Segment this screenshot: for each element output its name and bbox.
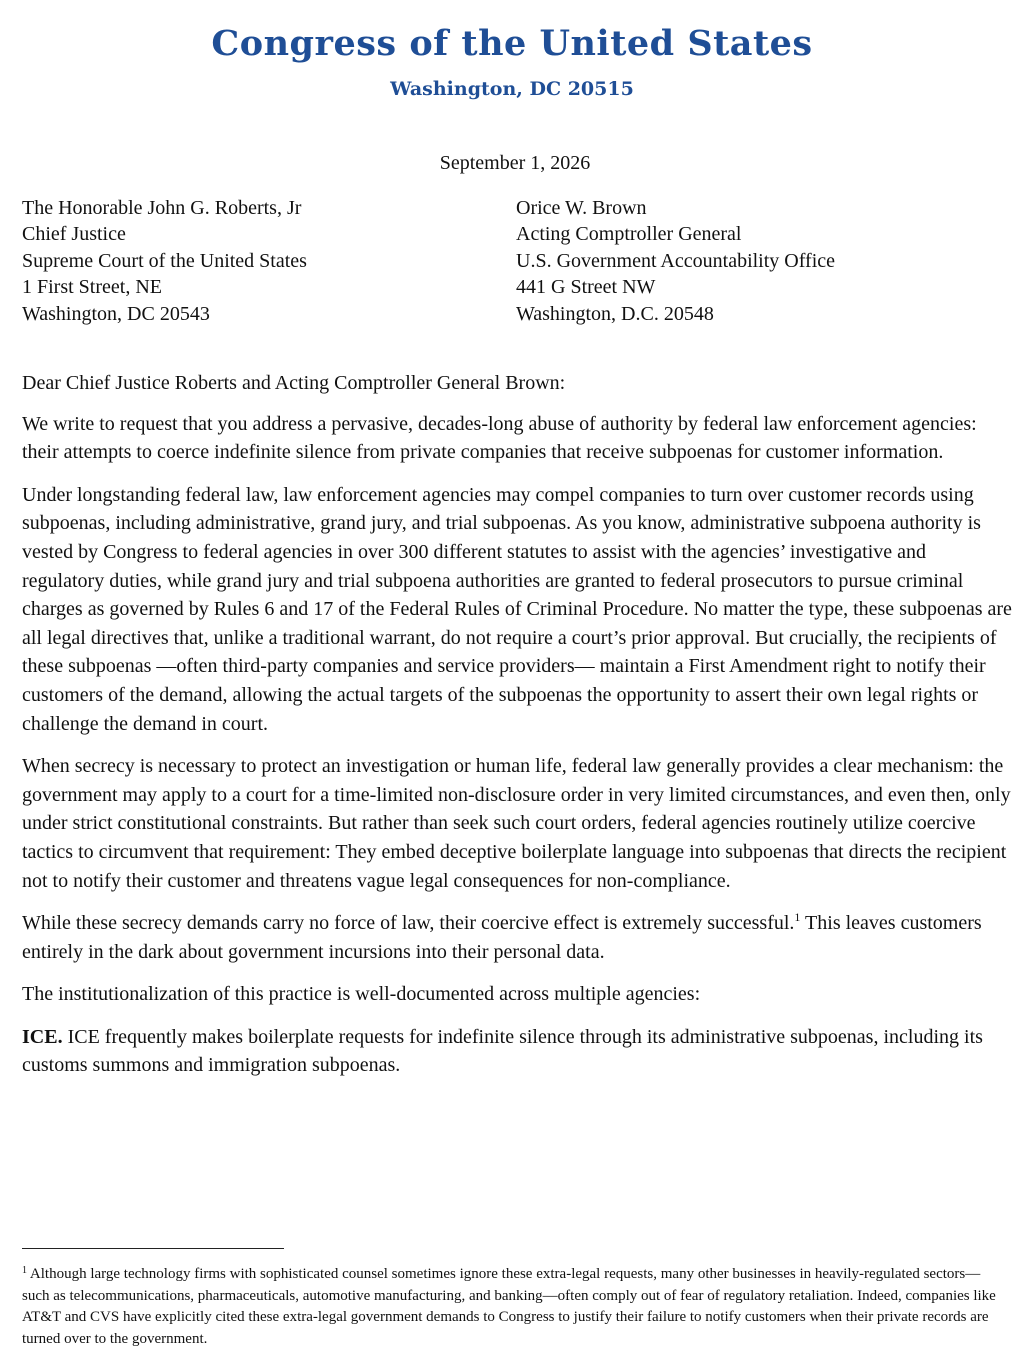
paragraph: When secrecy is necessary to protect an investigation or human life, federal law generally provides a clear mechanism: the government may apply to a court for a time-limited non-disclosure order in very limited circumstances, and even then, only under strict constitutional constraints. But rather than seek such court orders, federal agencies routinely utilize coercive tactics to circumvent that requirement: They embed deceptive boilerplate language into subpoenas that directs the recipient not to notify their customer and threatens vague legal consequences for non-compliance. bbox=[22, 755, 1011, 892]
address-line: U.S. Government Accountability Office bbox=[516, 249, 836, 272]
footnote-mark: 1 bbox=[22, 1265, 27, 1276]
paragraph bbox=[22, 909, 1012, 966]
recipient-address-left bbox=[22, 195, 307, 327]
footnote-divider bbox=[22, 1248, 284, 1249]
letterhead-subtitle: Washington, DC 20515 bbox=[390, 78, 634, 100]
address-line: Washington, D.C. 20548 bbox=[516, 302, 714, 325]
address-line: The Honorable John G. Roberts, Jr bbox=[22, 197, 302, 219]
footnote bbox=[22, 1260, 1004, 1350]
paragraph-text: While these secrecy demands carry no force of law, their coercive effect is extremely successful. bbox=[22, 912, 795, 935]
letterhead-title: Congress of the United States bbox=[211, 23, 813, 64]
address-line: Chief Justice bbox=[22, 223, 126, 246]
address-line: Orice W. Brown bbox=[516, 197, 647, 219]
address-line: Supreme Court of the United States bbox=[22, 249, 307, 272]
paragraph: We write to request that you address a pervasive, decades-long abuse of authority by federal law enforcement agencies: their attempts to coerce indefinite silence from private companies that receive subpoenas for customer information. bbox=[22, 412, 977, 464]
address-line: Washington, DC 20543 bbox=[22, 302, 210, 325]
paragraph: The institutionalization of this practice is well-documented across multiple agencies: bbox=[22, 983, 701, 1006]
paragraph bbox=[22, 1023, 1012, 1080]
address-line: 1 First Street, NE bbox=[22, 276, 162, 299]
address-line: Acting Comptroller General bbox=[516, 223, 742, 246]
footnote-reference[interactable]: 1 bbox=[794, 910, 801, 925]
letter-date: September 1, 2026 bbox=[439, 152, 591, 174]
letterhead bbox=[0, 22, 1024, 102]
paragraph-text: ICE frequently makes boilerplate requests for indefinite silence through its administrative subpoenas, including its customs summons and immigration subpoenas. bbox=[22, 1025, 983, 1077]
salutation: Dear Chief Justice Roberts and Acting Comptroller General Brown: bbox=[22, 372, 566, 394]
paragraph-text: This leaves customers entirely in the dark about government incursions into their personal data. bbox=[22, 912, 982, 963]
recipient-address-right bbox=[516, 195, 835, 327]
agency-heading: ICE. bbox=[22, 1025, 63, 1048]
paragraph: Under longstanding federal law, law enforcement agencies may compel companies to turn over customer records using subpoenas, including administrative, grand jury, and trial subpoenas. As you know, administrative subpoena authority is vested by Congress to federal agencies in over 300 different statutes to assist with the agencies’ investigative and regulatory duties, while grand jury and trial subpoena authorities are granted to federal prosecutors to pursue criminal charges as governed by Rules 6 and 17 of the Federal Rules of Criminal Procedure. No matter the type, these subpoenas are all legal directives that, unlike a traditional warrant, do not require a court’s prior approval. But crucially, the recipients of these subpoenas —often third-party companies and service providers— maintain a First Amendment right to notify their customers of the demand, allowing the actual targets of the subpoenas the opportunity to assert their own legal rights or challenge the demand in court. bbox=[22, 483, 1012, 735]
letter-body bbox=[22, 369, 1012, 1094]
address-line: 441 G Street NW bbox=[516, 276, 656, 299]
footnote-text: Although large technology firms with sophisticated counsel sometimes ignore these extra-legal requests, many other businesses in heavily-regulated sectors—such as telecommunications, pharmaceuticals, automotive manufacturing, and banking—often comply out of fear of regulatory retaliation. Indeed, companies like AT&T and CVS have explicitly cited these extra-legal government demands to Congress to justify their failure to notify customers when their private records are turned over to the government. bbox=[22, 1266, 996, 1347]
